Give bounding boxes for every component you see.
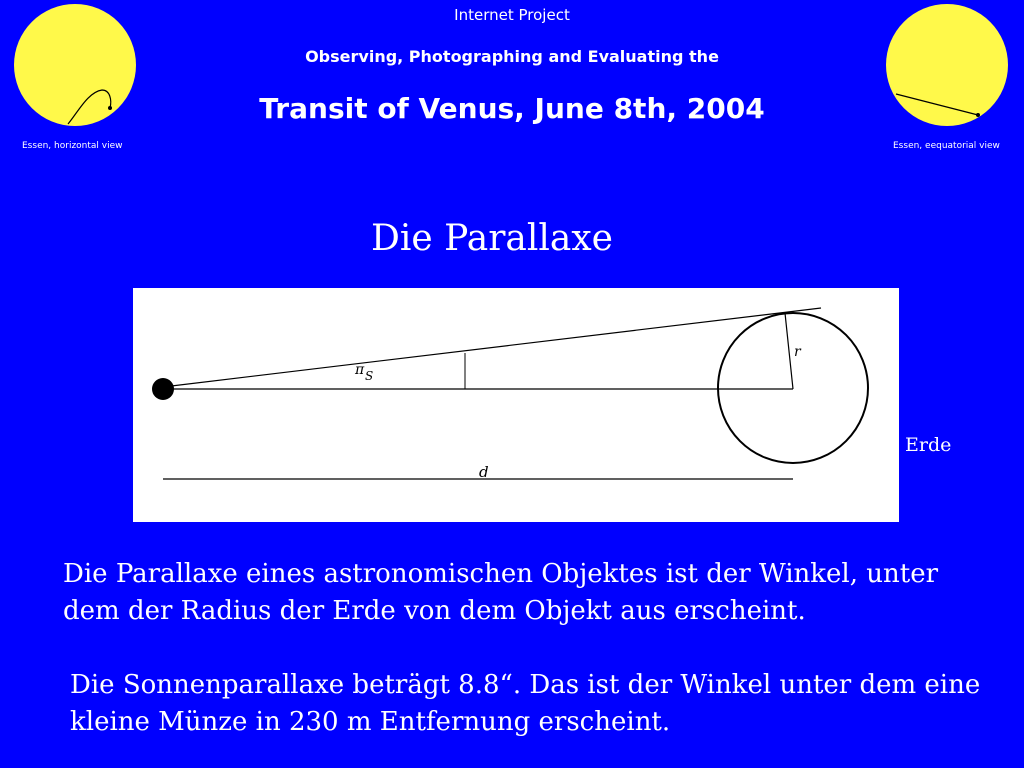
header-title: Transit of Venus, June 8th, 2004 <box>259 92 765 125</box>
radius-line <box>785 313 793 389</box>
sun-left-caption: Essen, horizontal view <box>22 141 123 151</box>
earth-label: Erde <box>905 434 952 456</box>
paragraph-solar-parallax: Die Sonnenparallaxe beträgt 8.8“. Das ist der Winkel unter dem eine kleine Münze in 230 m Entfernung erscheint. <box>70 670 981 737</box>
label-pi-sub: S <box>365 369 374 383</box>
parallax-diagram-svg <box>133 288 899 522</box>
label-pi: π <box>355 362 365 378</box>
paragraph-parallax-definition: Die Parallaxe eines astronomischen Objektes ist der Winkel, unter dem der Radius der Erde von dem Objekt aus erscheint. <box>63 559 939 626</box>
tangent-line <box>163 308 821 387</box>
label-d: d <box>479 463 489 481</box>
parallax-diagram <box>133 288 899 522</box>
slide-title: Die Parallaxe <box>371 218 613 259</box>
label-r: r <box>794 344 801 360</box>
sun-right-caption: Essen, eequatorial view <box>893 141 1000 151</box>
header-subtitle: Observing, Photographing and Evaluating the <box>305 47 719 66</box>
header-project: Internet Project <box>454 6 570 24</box>
